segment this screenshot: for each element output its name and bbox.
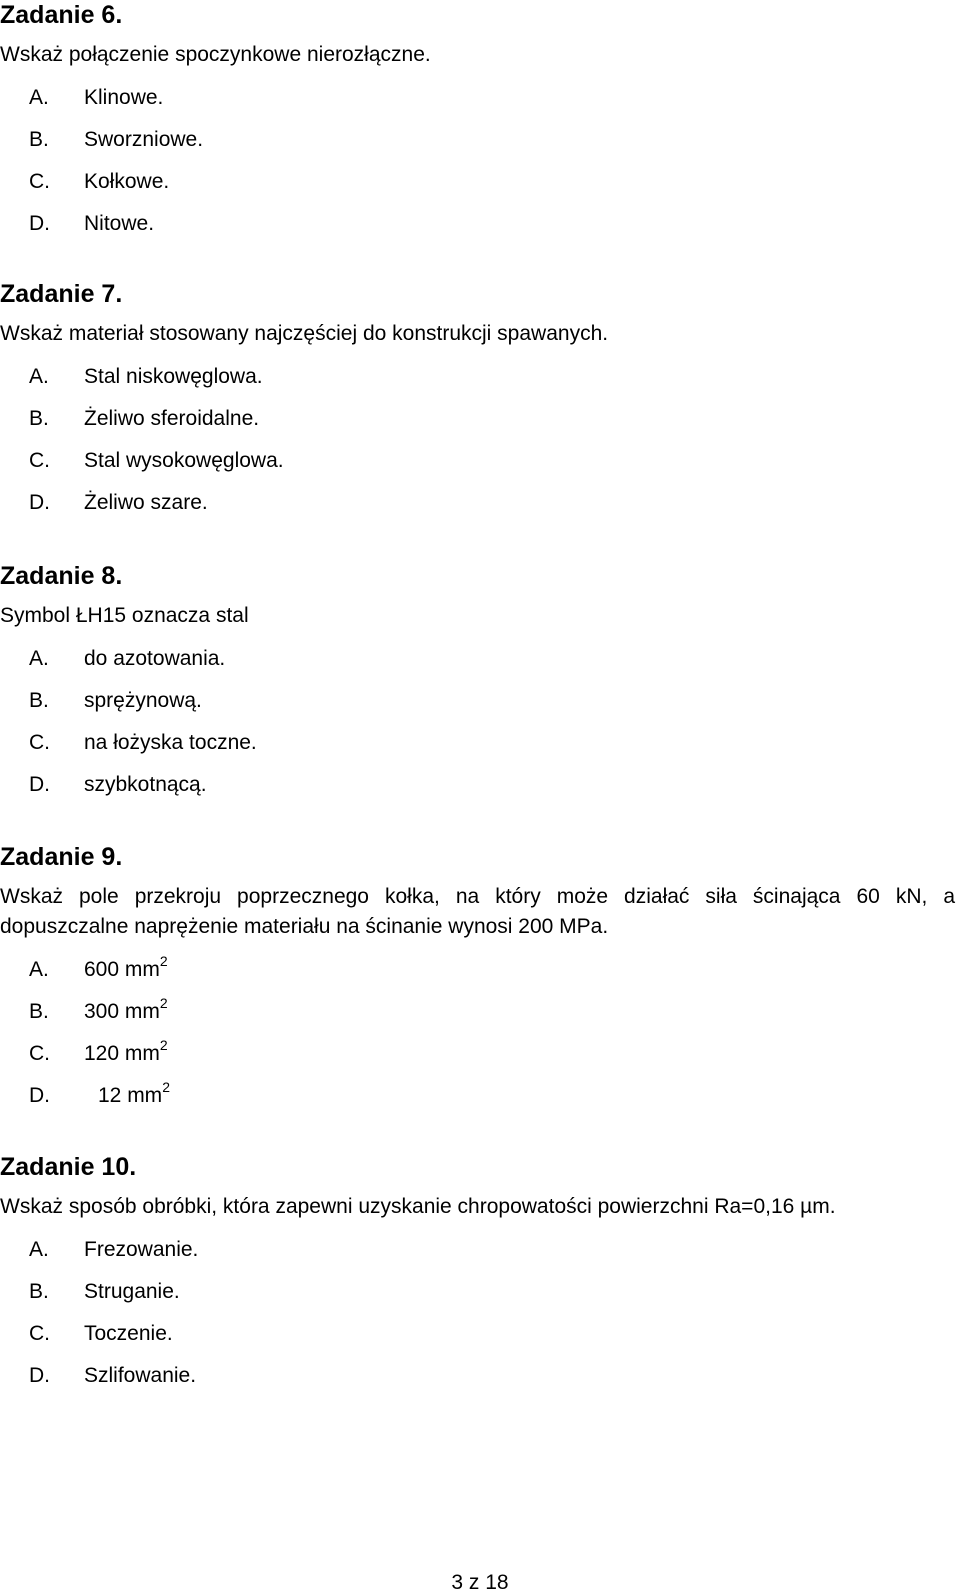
exponent: 2 <box>159 995 168 1011</box>
option-a[interactable] <box>0 1236 955 1264</box>
option-text: Stal wysokowęglowa. <box>84 449 284 472</box>
option-text: Klinowe. <box>84 86 164 109</box>
options-list <box>0 953 955 1110</box>
task-question: Wskaż połączenie spoczynkowe nierozłączne. <box>0 43 431 66</box>
task-question: Wskaż materiał stosowany najczęściej do konstrukcji spawanych. <box>0 322 609 345</box>
option-text: Nitowe. <box>84 212 155 235</box>
task-9 <box>0 842 955 1124</box>
option-letter: C. <box>29 731 50 754</box>
option-letter: B. <box>29 407 49 430</box>
option-b[interactable] <box>0 995 955 1026</box>
exponent: 2 <box>162 1079 170 1095</box>
option-text: Żeliwo sferoidalne. <box>84 407 260 430</box>
option-a[interactable] <box>0 363 955 391</box>
option-c[interactable] <box>0 729 955 757</box>
option-value: 600 mm <box>84 958 160 981</box>
option-text <box>98 1079 170 1110</box>
option-text: Żeliwo szare. <box>84 491 208 514</box>
task-question: Symbol ŁH15 oznacza stal <box>0 604 249 627</box>
option-c[interactable] <box>0 168 955 196</box>
option-text <box>84 995 168 1026</box>
option-text: Struganie. <box>84 1280 180 1303</box>
task-heading: Zadanie 7. <box>0 280 123 308</box>
option-value: 120 mm <box>84 1042 160 1065</box>
option-letter: D. <box>29 773 50 796</box>
option-d[interactable] <box>0 1362 955 1390</box>
option-text <box>84 953 168 984</box>
task-7 <box>0 279 955 531</box>
exponent: 2 <box>159 953 168 969</box>
option-text: do azotowania. <box>84 647 226 670</box>
options-list <box>0 1236 955 1390</box>
option-letter: A. <box>29 647 49 670</box>
option-value: 300 mm <box>84 1000 160 1023</box>
task-question: Wskaż pole przekroju poprzecznego kołka, na który może działać siła ścinająca 60 kN, a dopuszczalne naprężenie materiału na ścinanie wynosi 200 MPa. <box>0 885 955 938</box>
exponent: 2 <box>159 1037 168 1053</box>
options-list <box>0 363 955 517</box>
option-a[interactable] <box>0 953 955 984</box>
option-letter: D. <box>29 1364 50 1387</box>
option-letter: C. <box>29 170 50 193</box>
option-letter: C. <box>29 1042 50 1065</box>
option-letter: A. <box>29 1238 49 1261</box>
option-text: Sworzniowe. <box>84 128 204 151</box>
task-heading: Zadanie 9. <box>0 843 123 871</box>
option-text: sprężynową. <box>84 689 202 712</box>
option-letter: C. <box>29 1322 50 1345</box>
option-letter: C. <box>29 449 50 472</box>
options-list <box>0 84 955 238</box>
option-a[interactable] <box>0 84 955 112</box>
option-b[interactable] <box>0 1278 955 1306</box>
option-text: szybkotnącą. <box>84 773 207 796</box>
option-letter: D. <box>29 212 50 235</box>
option-letter: D. <box>29 1084 50 1107</box>
option-text: Toczenie. <box>84 1322 173 1345</box>
page-footer <box>0 1571 960 1595</box>
option-letter: B. <box>29 689 49 712</box>
option-d[interactable] <box>0 489 955 517</box>
option-text <box>84 1037 168 1068</box>
option-text: Stal niskowęglowa. <box>84 365 263 388</box>
option-b[interactable] <box>0 687 955 715</box>
option-letter: A. <box>29 365 49 388</box>
option-a[interactable] <box>0 645 955 673</box>
option-value: 12 mm <box>98 1084 163 1107</box>
task-question: Wskaż sposób obróbki, która zapewni uzyskanie chropowatości powierzchni Ra=0,16 µm. <box>0 1195 836 1218</box>
option-letter: D. <box>29 491 50 514</box>
option-letter: A. <box>29 86 49 109</box>
option-d[interactable] <box>0 210 955 238</box>
option-d[interactable] <box>0 771 955 799</box>
option-b[interactable] <box>0 126 955 154</box>
task-heading: Zadanie 10. <box>0 1153 137 1181</box>
option-b[interactable] <box>0 405 955 433</box>
option-text: Kołkowe. <box>84 170 170 193</box>
task-8 <box>0 561 955 813</box>
task-6 <box>0 0 955 252</box>
option-text: Frezowanie. <box>84 1238 199 1261</box>
option-letter: B. <box>29 1000 49 1023</box>
page-number: 3 z 18 <box>451 1571 509 1594</box>
option-d[interactable] <box>0 1079 955 1110</box>
task-10 <box>0 1152 955 1404</box>
option-c[interactable] <box>0 447 955 475</box>
options-list <box>0 645 955 799</box>
option-c[interactable] <box>0 1037 955 1068</box>
option-text: Szlifowanie. <box>84 1364 197 1387</box>
option-letter: A. <box>29 958 49 981</box>
option-letter: B. <box>29 128 49 151</box>
option-letter: B. <box>29 1280 49 1303</box>
task-heading: Zadanie 8. <box>0 562 123 590</box>
task-heading: Zadanie 6. <box>0 1 123 29</box>
option-c[interactable] <box>0 1320 955 1348</box>
option-text: na łożyska toczne. <box>84 731 257 754</box>
